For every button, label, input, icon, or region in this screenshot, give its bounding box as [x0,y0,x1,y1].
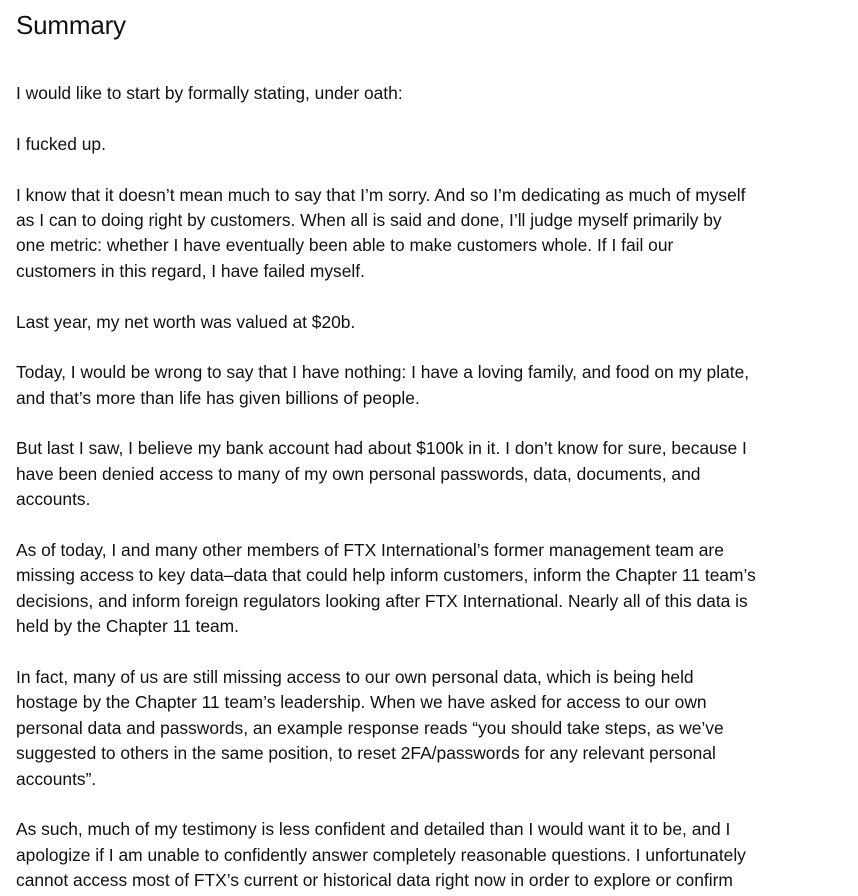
text-line: missing access to key data–data that could help inform customers, inform the Chapter 11 team’s [16,565,756,586]
text-line: As of today, I and many other members of FTX International’s former management team are [16,540,724,561]
paragraph-gap [16,792,846,817]
text-line: one metric: whether I have eventually been able to make customers whole. If I fail our [16,235,674,256]
paragraph-gap [16,335,846,360]
text-line: I would like to start by formally stating, under oath: [16,83,403,103]
text-line: But last I saw, I believe my bank account had about $100k in it. I don’t know for sure, because I [16,438,747,459]
text-line: apologize if I am unable to confidently answer completely reasonable questions. I unfortunately [16,844,746,865]
text-line: have been denied access to many of my own personal passwords, data, documents, and [16,463,701,484]
paragraph [16,183,846,285]
paragraph [16,538,846,640]
text-line: and that’s more than life has given billions of people. [16,387,420,408]
text-line: cannot access most of FTX’s current or historical data right now in order to explore or confirm [16,870,733,891]
paragraph-gap [16,157,846,182]
paragraph-gap [16,640,846,665]
text-line: decisions, and inform foreign regulators looking after FTX International. Nearly all of this data is [16,590,748,611]
text-line: Last year, my net worth was valued at $20b. [16,311,356,332]
document-body [16,81,846,894]
paragraph [16,81,846,106]
paragraph [16,665,846,792]
paragraph-gap [16,411,846,436]
text-line: In fact, many of us are still missing access to our own personal data, which is being held [16,666,694,687]
document [16,0,846,894]
text-line: accounts. [16,489,91,510]
text-line: hostage by the Chapter 11 team’s leadership. When we have asked for access to our own [16,692,707,713]
text-line: I fucked up. [16,133,106,154]
paragraph-gap [16,284,846,309]
text-line: customers in this regard, I have failed myself. [16,260,365,281]
text-line: accounts”. [16,768,97,789]
text-line: suggested to others in the same position, to reset 2FA/passwords for any relevant personal [16,743,716,764]
text-line: As such, much of my testimony is less confident and detailed than I would want it to be, and I [16,819,731,840]
paragraph [16,360,846,411]
paragraph [16,132,846,157]
paragraph-gap [16,106,846,131]
paragraph-gap [16,513,846,538]
text-line: personal data and passwords, an example response reads “you should take steps, as we’ve [16,717,724,738]
paragraph [16,310,846,335]
text-line: as I can to doing right by customers. When all is said and done, I’ll judge myself primarily by [16,209,722,230]
text-line: held by the Chapter 11 team. [16,616,239,637]
text-line: I know that it doesn’t mean much to say that I’m sorry. And so I’m dedicating as much of myself [16,184,746,205]
paragraph [16,436,846,512]
paragraph [16,817,846,893]
text-line: Today, I would be wrong to say that I have nothing: I have a loving family, and food on my plate, [16,362,750,383]
document-title: Summary [16,10,126,40]
